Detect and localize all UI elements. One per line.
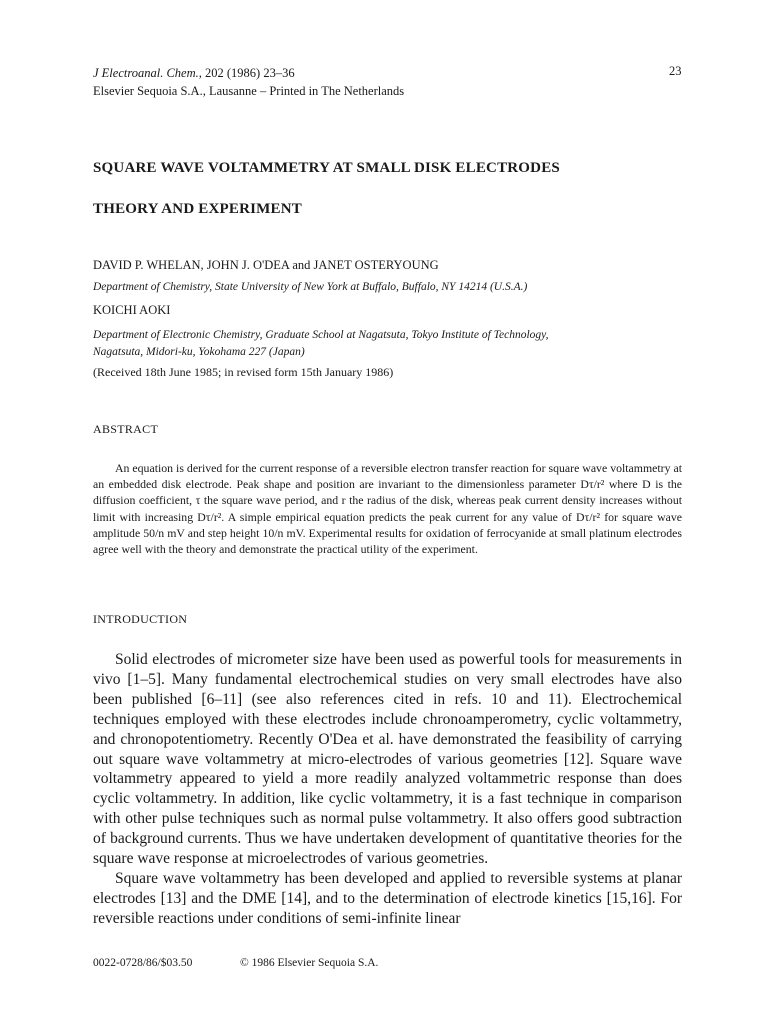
introduction-body bbox=[93, 650, 682, 929]
article-title-line-2: THEORY AND EXPERIMENT bbox=[93, 201, 302, 217]
volume-pages: 202 (1986) 23–36 bbox=[201, 66, 295, 80]
affiliation-1: Department of Chemistry, State University of New York at Buffalo, Buffalo, NY 14214 (U.S.A.) bbox=[93, 281, 528, 293]
received-dates: (Received 18th June 1985; in revised form 15th January 1986) bbox=[93, 365, 394, 379]
article-title-line-1: SQUARE WAVE VOLTAMMETRY AT SMALL DISK ELECTRODES bbox=[93, 160, 560, 176]
author-group-2: KOICHI AOKI bbox=[93, 303, 171, 317]
introduction-paragraph-2: Square wave voltammetry has been developed and applied to reversible systems at planar electrodes [13] and the DME [14], and to the determination of electrode kinetics [15,16]. For reversible reactions under conditions of semi-infinite linear bbox=[93, 869, 682, 927]
publisher-line: Elsevier Sequoia S.A., Lausanne – Printed in The Netherlands bbox=[93, 84, 405, 98]
introduction-heading: INTRODUCTION bbox=[93, 612, 188, 626]
affiliation-2 bbox=[93, 327, 549, 361]
footer-copyright: © 1986 Elsevier Sequoia S.A. bbox=[240, 957, 379, 969]
page-number: 23 bbox=[669, 64, 682, 78]
abstract-heading: ABSTRACT bbox=[93, 422, 159, 436]
affiliation-2-line-2: Nagatsuta, Midori-ku, Yokohama 227 (Japan) bbox=[93, 346, 305, 358]
footer-code: 0022-0728/86/$03.50 bbox=[93, 957, 193, 969]
author-group-1: DAVID P. WHELAN, JOHN J. O'DEA and JANET OSTERYOUNG bbox=[93, 258, 439, 272]
running-header bbox=[93, 64, 573, 100]
affiliation-2-line-1: Department of Electronic Chemistry, Graduate School at Nagatsuta, Tokyo Institute of Technology, bbox=[93, 329, 549, 341]
journal-citation bbox=[93, 64, 573, 82]
abstract-text: An equation is derived for the current response of a reversible electron transfer reaction for square wave voltammetry at an embedded disk electrode. Peak shape and position are invariant to the dimensionless parameter Dτ/r² where D is the diffusion coefficient, τ the square wave period, and r the radius of the disk, whereas peak current density increases without limit with increasing Dτ/r². A simple empirical equation predicts the peak current for any value of Dτ/r² for square wave amplitude 50/n mV and step height 10/n mV. Experimental results for oxidation of ferrocyanide at small platinum electrodes agree well with the theory and demonstrate the practical utility of the experiment. bbox=[93, 461, 682, 557]
introduction-paragraph-1: Solid electrodes of micrometer size have been used as powerful tools for measurements in vivo [1–5]. Many fundamental electrochemical studies on very small electrodes have also been published [6–11] (see also references cited in refs. 10 and 11). Electrochemical techniques employed with these electrodes include chronoamperometry, cyclic voltammetry, and chronopotentiometry. Recently O'Dea et al. have demonstrated the feasibility of carrying out square wave voltammetry at micro-electrodes of various geometries [12]. Square wave voltammetry appeared to yield a more readily analyzed voltammetric response than does cyclic voltammetry. In addition, like cyclic voltammetry, it is a fast technique in comparison with other pulse techniques such as normal pulse voltammetry. It also offers good subtraction of background currents. Thus we have undertaken development of quantitative theories for the square wave response at microelectrodes of various geometries. bbox=[93, 651, 682, 868]
journal-name: J Electroanal. Chem., bbox=[93, 66, 202, 80]
